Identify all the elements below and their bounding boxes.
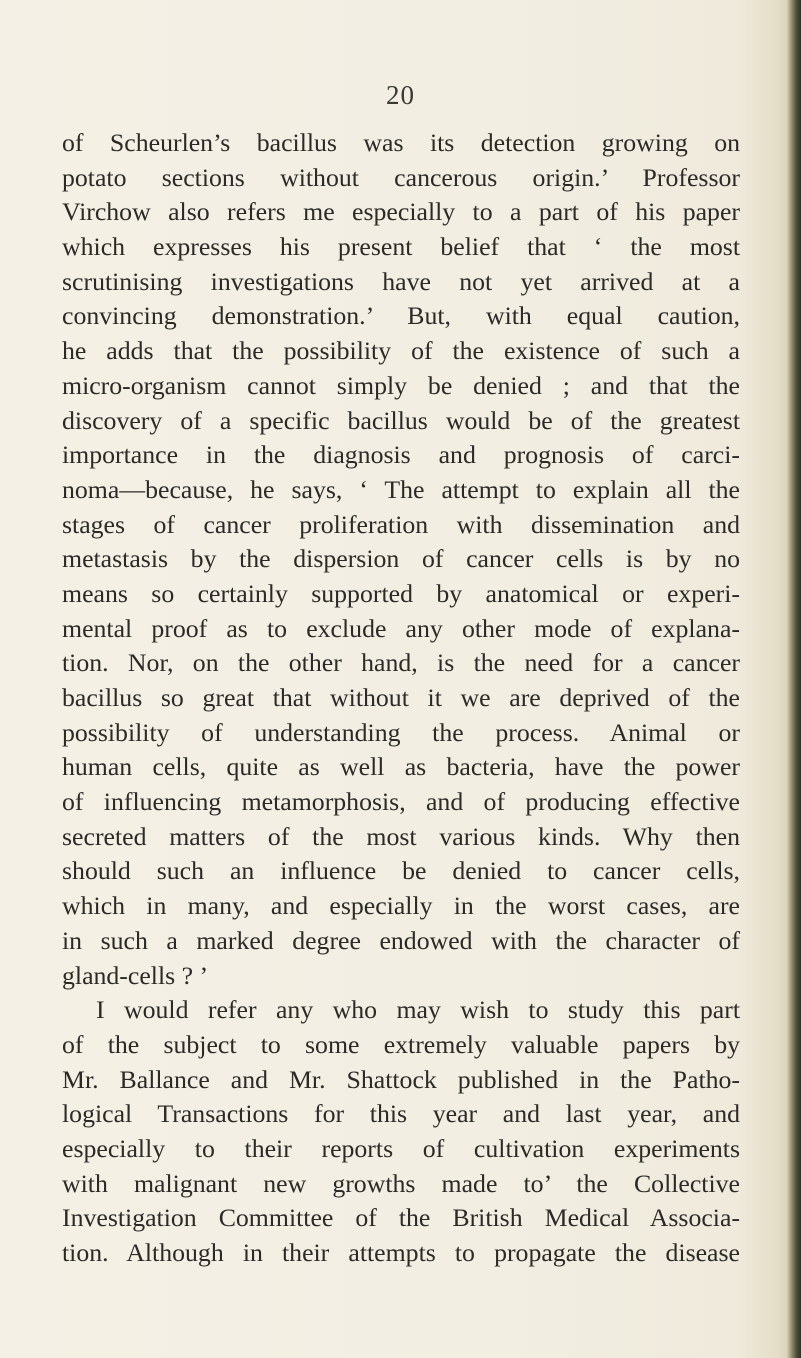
text-line: possibility of understanding the process. Animal or (62, 717, 740, 747)
text-line: scrutinising investigations have not yet arrived at a (62, 266, 740, 296)
text-line: which expresses his present belief that ‘ the most (62, 232, 740, 262)
text-line: especially to their reports of cultivation experiments (62, 1133, 740, 1163)
text-line: of Scheurlen’s bacillus was its detection growing on (62, 128, 740, 157)
text-line: should such an influence be denied to cancer cells, (62, 856, 740, 886)
text-line: he adds that the possibility of the existence of such a (62, 336, 740, 366)
text-line: discovery of a specific bacillus would be of the greatest (62, 405, 740, 435)
text-line: of influencing metamorphosis, and of producing effective (62, 787, 740, 817)
text-line: bacillus so great that without it we are deprived of the (62, 683, 740, 712)
text-line: importance in the diagnosis and prognosis of carci- (62, 440, 740, 470)
text-line: gland-cells ? ’ (62, 960, 209, 990)
text-line: I would refer any who may wish to study this part (96, 995, 740, 1025)
text-line: Investigation Committee of the British Medical Associa- (62, 1203, 740, 1233)
text-line: means so certainly supported by anatomical or experi- (62, 578, 740, 608)
text-line: stages of cancer proliferation with dissemination and (62, 509, 740, 539)
text-line: human cells, quite as well as bacteria, have the power (62, 752, 740, 782)
text-line: with malignant new growths made to’ the Collective (62, 1168, 740, 1198)
text-line: tion. Nor, on the other hand, is the need for a cancer (62, 648, 740, 678)
text-line: micro-organism cannot simply be denied ; and that the (62, 370, 740, 400)
text-line: Mr. Ballance and Mr. Shattock published in the Patho- (62, 1064, 740, 1094)
text-line: noma—because, he says, ‘ The attempt to explain all the (62, 474, 740, 504)
text-line: tion. Although in their attempts to propagate the disease (62, 1238, 740, 1267)
text-line: logical Transactions for this year and last year, and (62, 1099, 740, 1129)
text-line: secreted matters of the most various kinds. Why then (62, 821, 740, 851)
text-line: of the subject to some extremely valuable papers by (62, 1029, 740, 1059)
text-line: metastasis by the dispersion of cancer cells is by no (62, 544, 740, 574)
text-line: mental proof as to exclude any other mode of explana- (62, 613, 740, 643)
text-line: Virchow also refers me especially to a part of his paper (62, 197, 740, 227)
text-line: in such a marked degree endowed with the character of (62, 925, 740, 955)
text-line: which in many, and especially in the worst cases, are (62, 891, 740, 921)
text-line: convincing demonstration.’ But, with equal caution, (62, 301, 740, 331)
page-edge-binding (787, 0, 801, 1358)
body-text (62, 126, 740, 1271)
page-number: 20 (386, 80, 415, 110)
text-line: potato sections without cancerous origin.’ Professor (62, 162, 740, 192)
